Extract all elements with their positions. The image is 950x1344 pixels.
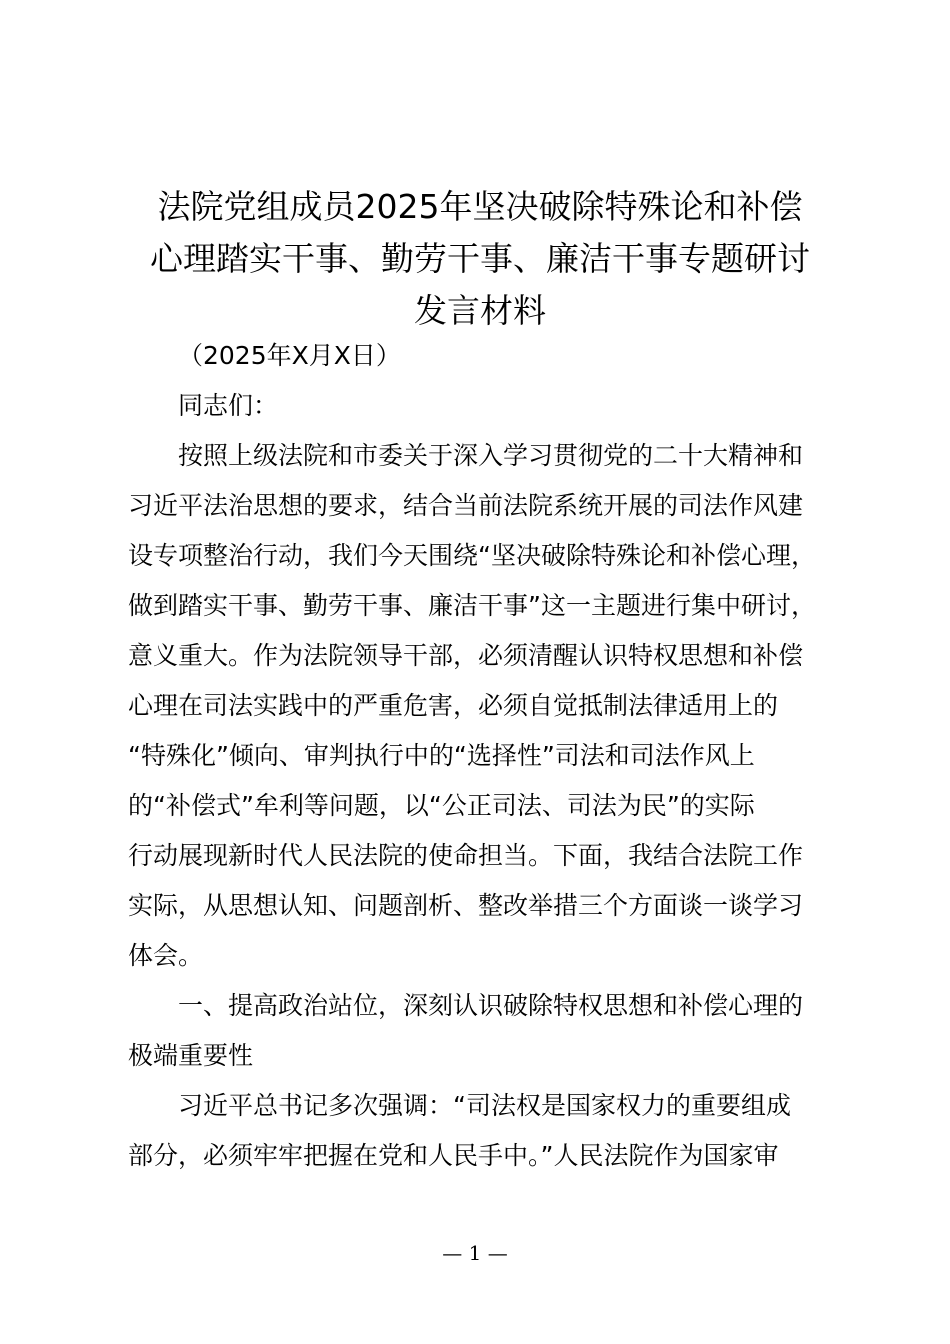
title-line-1: 法院党组成员2025年坚决破除特殊论和补偿 xyxy=(157,187,803,226)
document-date: （2025年X月X日） xyxy=(178,341,401,370)
body-line: 部分，必须牢牢把握在党和人民手中。”人民法院作为国家审 xyxy=(128,1141,779,1170)
body-line: “特殊化”倾向、审判执行中的“选择性”司法和司法作风上 xyxy=(128,741,755,770)
body-line: 的“补偿式”牟利等问题，以“公正司法、司法为民”的实际 xyxy=(128,791,755,820)
body-line: 习近平法治思想的要求，结合当前法院系统开展的司法作风建 xyxy=(128,491,804,520)
heading-line: 极端重要性 xyxy=(128,1041,254,1070)
body-line: 习近平总书记多次强调：“司法权是国家权力的重要组成 xyxy=(178,1091,791,1120)
body-line: 按照上级法院和市委关于深入学习贯彻党的二十大精神和 xyxy=(178,441,804,470)
body-line: 设专项整治行动，我们今天围绕“坚决破除特殊论和补偿心理， xyxy=(128,541,816,570)
title-line-3: 发言材料 xyxy=(414,291,546,330)
body-line: 心理在司法实践中的严重危害，必须自觉抵制法律适用上的 xyxy=(128,691,779,720)
body-line: 实际，从思想认知、问题剖析、整改举措三个方面谈一谈学习 xyxy=(128,891,804,920)
body-line: 行动展现新时代人民法院的使命担当。下面，我结合法院工作 xyxy=(128,841,804,870)
title-line-2: 心理踏实干事、勤劳干事、廉洁干事专题研讨 xyxy=(150,239,810,278)
page-number: — 1 — xyxy=(442,1241,508,1265)
body-line: 体会。 xyxy=(128,941,204,970)
body-line: 做到踏实干事、勤劳干事、廉洁干事”这一主题进行集中研讨， xyxy=(128,591,816,620)
salutation: 同志们： xyxy=(178,391,279,420)
body-line: 意义重大。作为法院领导干部，必须清醒认识特权思想和补偿 xyxy=(128,641,804,670)
heading-line: 一、提高政治站位，深刻认识破除特权思想和补偿心理的 xyxy=(178,991,804,1020)
